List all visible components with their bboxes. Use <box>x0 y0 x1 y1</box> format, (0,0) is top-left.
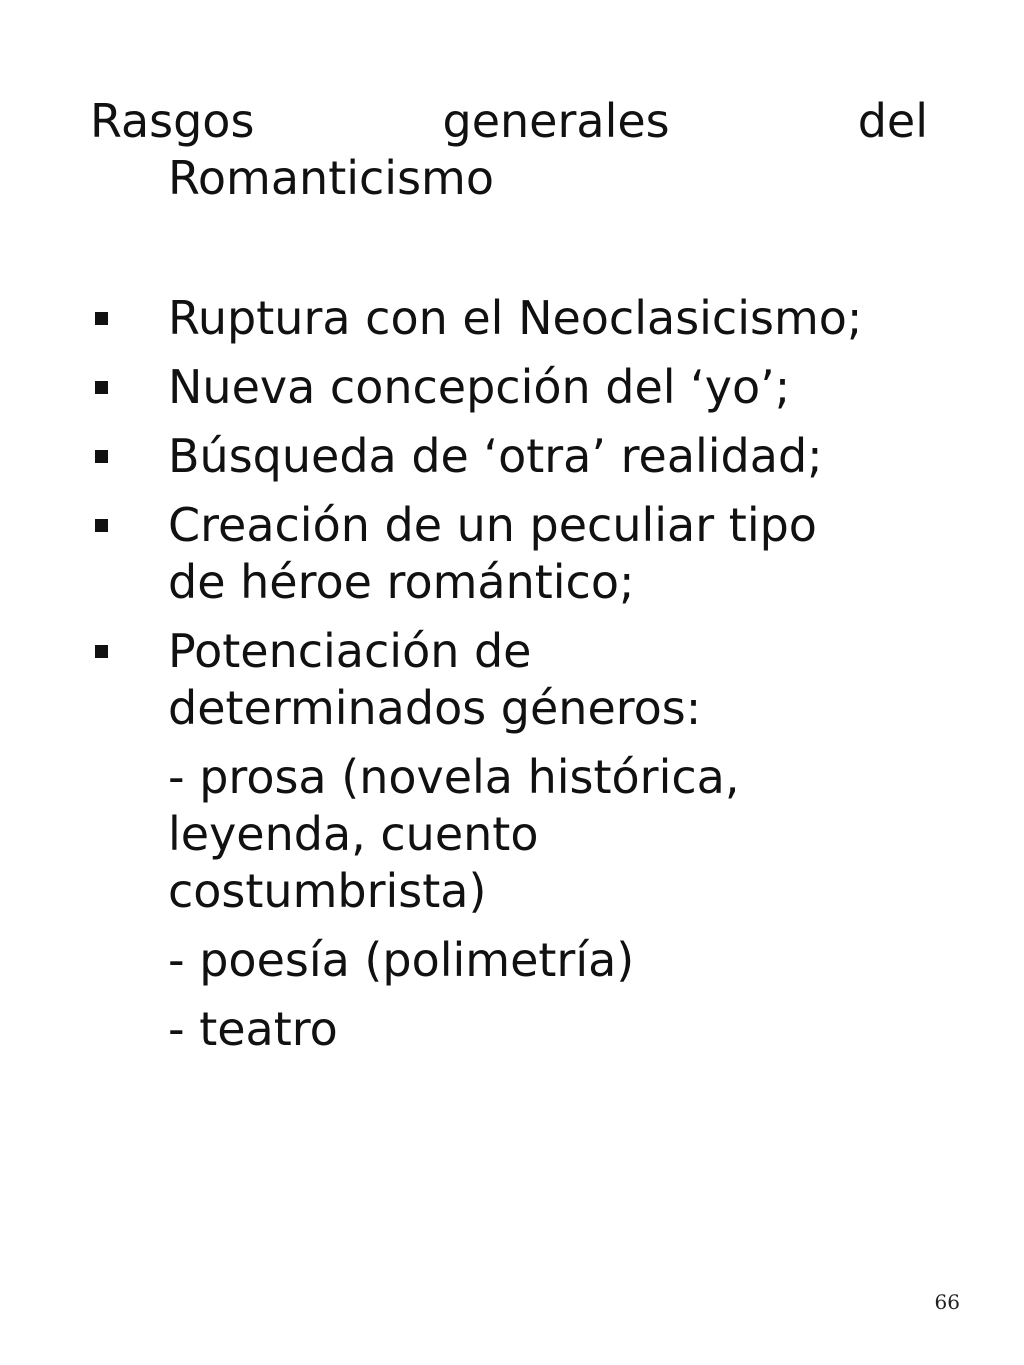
square-bullet-icon <box>90 497 168 554</box>
bullet-text: Búsqueda de ‘otra’ realidad; <box>168 429 823 483</box>
bullet-item <box>90 359 950 416</box>
sub-item-text: - poesía (polimetría) <box>168 933 635 987</box>
square-bullet-icon <box>90 290 168 347</box>
bullet-text: Ruptura con el Neoclasicismo; <box>168 291 863 345</box>
title-word-rasgos: Rasgos <box>90 94 255 148</box>
page-title <box>90 93 928 207</box>
bullet-text: Creación de un peculiar tipo de héroe romántico; <box>168 498 817 609</box>
bullet-list <box>90 290 950 1070</box>
square-bullet-icon <box>90 428 168 485</box>
bullet-item <box>90 623 950 737</box>
bullet-item <box>90 290 950 347</box>
bullet-text: Potenciación de determinados géneros: <box>168 624 702 735</box>
sub-item <box>90 749 950 920</box>
title-word-del: del <box>857 94 928 148</box>
bullet-item <box>90 497 950 611</box>
sub-item <box>90 932 950 989</box>
square-bullet-icon <box>90 359 168 416</box>
page-number: 66 <box>934 1290 960 1314</box>
title-line-1 <box>90 93 928 150</box>
sub-item-text: - teatro <box>168 1002 338 1056</box>
sub-item <box>90 1001 950 1058</box>
bullet-item <box>90 428 950 485</box>
title-word-generales: generales <box>442 94 670 148</box>
square-bullet-icon <box>90 623 168 680</box>
title-line-2: Romanticismo <box>168 151 494 205</box>
bullet-text: Nueva concepción del ‘yo’; <box>168 360 791 414</box>
sub-item-text: - prosa (novela histórica, leyenda, cuento costumbrista) <box>168 750 740 918</box>
